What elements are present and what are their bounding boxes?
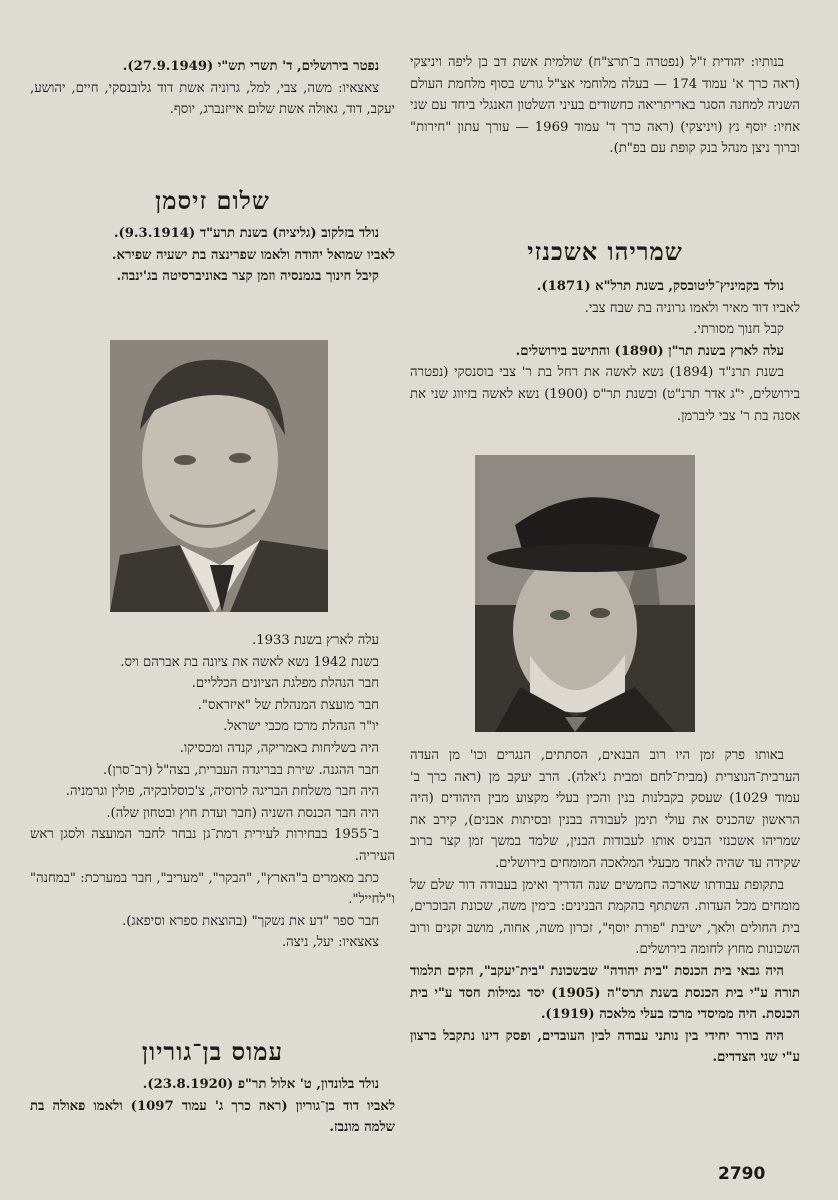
shalom-bio-item: עלה לארץ בשנת 1933. — [251, 633, 379, 648]
shmaryahu-parents: לאביו דוד מאיר ולאמו גרוניה בת שבח צבי. — [584, 300, 800, 316]
amos-birth: נולד בלונדון, ט' אלול תר"פ (23.8.1920). — [142, 1077, 379, 1092]
shmaryahu-heading: שמריהו אשכנזי — [527, 237, 683, 266]
shmaryahu-bio — [410, 745, 800, 1069]
shalom-bio-item: בשנת 1942 נשא לאשה את ציונה בת אברהם ויס. — [120, 654, 379, 670]
intro-paragraph: בנותיו: יהודית ז"ל (נפטרה ב־תרצ"ח) שולמית אשת דב בן ליפה ויניצקי (ראה כרך א' עמוד 174 — בעלה מלוחמי אצ"ל גורש בסוף מלחמת העולם השניה למחנה הסגר באריתריאה כחשודים בעיני השלטון האנגלי ביחד עם שני אחיו: יוסף נץ (ויניצקי) (ראה כרך ד' עמוד 1969 — עורך עתון "חירות" וברוך ניצן מנהל בנק קופת עם בפ"ת). — [410, 55, 801, 157]
shalom-portrait-drawing — [110, 340, 328, 612]
shalom-birth: נולד בזלקוב (גליציה) בשנת תרע"ד (9.3.1914). — [113, 226, 379, 241]
shalom-bio-item: ב־1955 בבחירות לעירית רמת־גן נבחר לחבר המועצה ולסגן ראש העיריה. — [30, 827, 395, 864]
amos-heading: עמוס בן־גוריון — [141, 1037, 284, 1066]
bio-paragraph: באותו פרק זמן היו רוב הבנאים, הסתתים, הנגרים וכו' מן העדה הערבית־הנוצרית (מבית־לחם ומבית ג'אלה). הרב יעקב מן (ראה כרך ב' עמוד 1029) שעסק בקבלנות בנין והכין בעלי מקצוע מבין היהודים (היה הראשון שהכניס את עולי תימן לעבודה בבנין ובסיתות אבנים), קירב את שמריהו אשכנזי הבניס אותו לעבודות הבנין, שלמד במשך זמן קצר ברוב שקידה עד שהיה לאחד מבעלי המלאכה המומחים בירושלים. — [410, 748, 800, 871]
shmaryahu-portrait — [475, 455, 695, 732]
shalom-bio-item: צאצאיו: יעל, ניצה. — [281, 935, 379, 951]
descendants: צאצאיו: משה, צבי, למל, גרוניה אשת דוד גלובנסקי, חיים, יהושע, יעקב, דוד, גאולה אשת שלום אייזנברג, יוסף. — [30, 80, 395, 118]
page-number: 2790 — [718, 1164, 766, 1184]
shmaryahu-entry — [410, 236, 800, 427]
shmaryahu-portrait-drawing — [475, 455, 695, 732]
shalom-bio-item: חבר ספר "דע את נשקך" (בהוצאת ספרא וסיפאג). — [122, 913, 379, 929]
shalom-bio-item: חבר הנהלת מפלגת הציונים הכלליים. — [191, 676, 379, 692]
shmaryahu-aliyah: עלה לארץ בשנת תר"ן (1890) והתישב בירושלים. — [515, 343, 784, 359]
bio-paragraph: היה בורר יחידי בין נותני עבודה לבין העובדים, ופסק דינו נתקבל ברצון ע"י שני הצדדים. — [410, 1028, 800, 1066]
shmaryahu-marriage: בשנת תרנ"ד (1894) נשא לאשה את רחל בת ר' צבי בוסנסקי (נפטרה בירושלים, י"ג אדר תרנ"ט) ובשנת תר"ס (1900) נשא לאשה בזיווג שני את אסנה בת ר' צבי ליברמן. — [410, 365, 800, 424]
shalom-bio-item: חבר מועצת המנהלת של "איזראס". — [197, 697, 379, 713]
shalom-bio-item: היה חבר משלחת הבריגה לרוסיה, צ'כוסלובקיה, פולין וגרמניה. — [65, 784, 379, 800]
right-column-top — [410, 52, 800, 160]
death-line: נפטר בירושלים, ד' תשרי תש"י (27.9.1949). — [122, 59, 379, 74]
shalom-heading: שלום זיסמן — [155, 186, 270, 215]
shalom-parents: לאביו שמואל יהודה ולאמו שפרינצה בת ישעיה שפירא. — [111, 247, 395, 263]
shmaryahu-birth: נולד בקמיניץ־ליטובסק, בשנת תרל"א (1871). — [536, 279, 784, 294]
shalom-portrait — [110, 340, 328, 612]
shalom-education: קיבל חינוך בגמנסיה וזמן קצר באוניברסיטה בג'ינבה. — [116, 269, 379, 285]
bio-paragraph: בתקופת עבודתו שארכה כחמשים שנה הדריך ואימן בעבודה דור שלם של מומחים מכל העדות. השתתף בהקמת הבנינים: בימין משה, שכונת הבוכרים, בית החולים ולאך, ישיבת "פורת יוסף", זכרון משה, אחוה, מושב זקנים ורוב השכונות מחוץ לחומה בירושלים. — [410, 877, 800, 958]
shalom-bio — [30, 630, 395, 954]
shalom-bio-item: חבר ההגנה. שירת בבריגדה העברית, בצה"ל (רב־סרן). — [103, 762, 379, 778]
shmaryahu-education: קבל חנוך מסורתי. — [693, 322, 784, 338]
amos-parents: לאביו דוד בן־גוריון (ראה כרך ג' עמוד 1097) ולאמו פאולה בת שלמה מונבז. — [30, 1098, 395, 1136]
shalom-bio-item: יו"ר הנהלת מרכז מכבי ישראל. — [223, 719, 379, 735]
left-column-top — [30, 56, 395, 121]
shalom-entry — [30, 185, 395, 288]
amos-entry — [30, 1036, 395, 1139]
bio-paragraph: היה גבאי בית הכנסת "בית יהודה" שבשכונת "בית־יעקב", הקים תלמוד תורה ע"י בית הכנסת בשנת תרס"ה (1905) יסד גמילות חסד ע"י בית הכנסת. היה ממיסדי מרכז בעלי מלאכה (1919). — [410, 963, 801, 1023]
shalom-bio-item: היה בשליחות באמריקה, קנדה ומכסיקו. — [179, 740, 379, 756]
shalom-bio-item: כתב מאמרים ב"הארץ", "הבקר", "מעריב", חבר במערכת: "במחנה" ו"לחייל". — [30, 870, 395, 908]
shalom-bio-item: היה חבר הכנסת השניה (חבר ועדת חוץ ובטחון שלה). — [106, 805, 379, 821]
